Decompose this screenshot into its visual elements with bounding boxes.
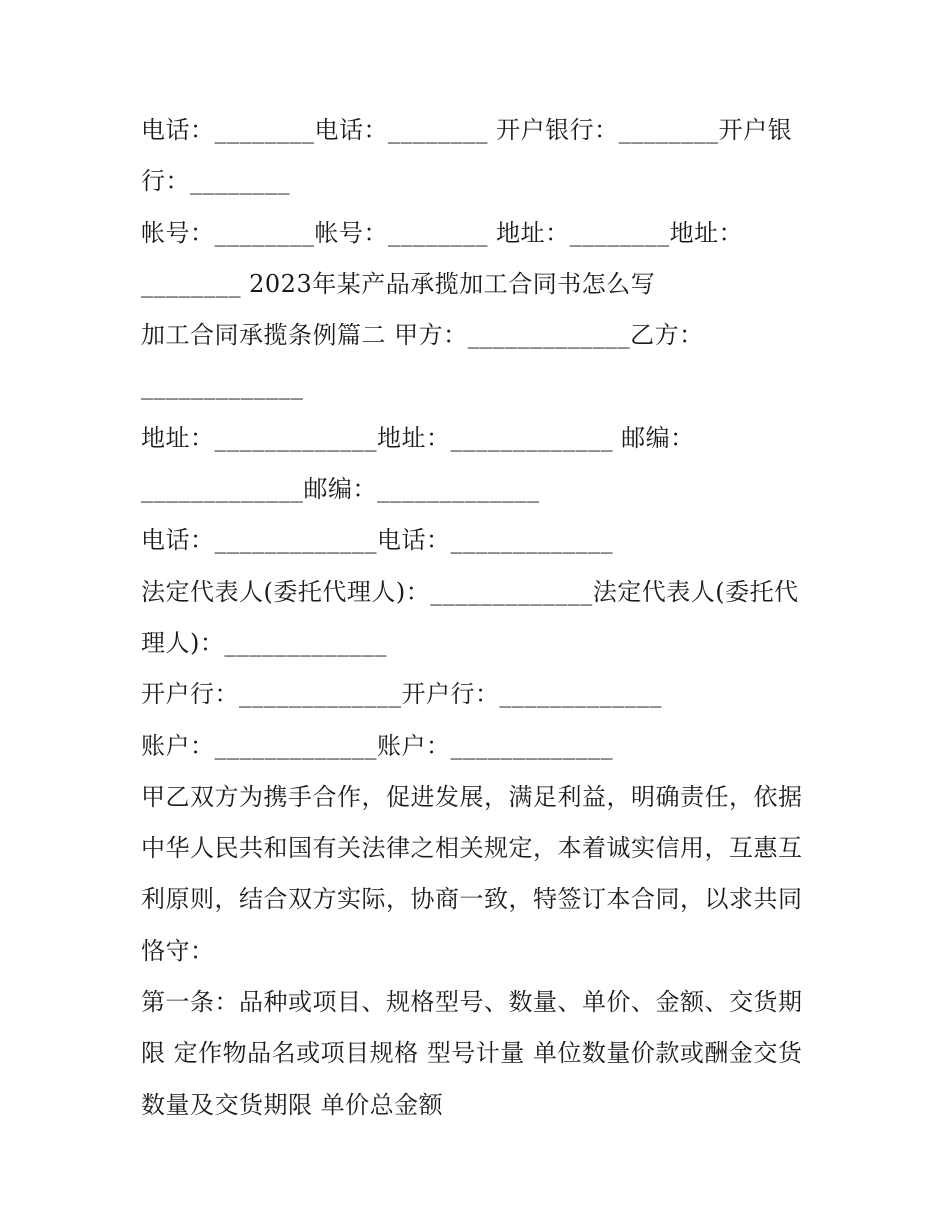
paragraph-line: 恪守： bbox=[141, 936, 215, 965]
section-title-line: 加工合同承揽条例篇二 甲方：_____________乙方： bbox=[141, 321, 704, 350]
clause-line: 限 定作物品名或项目规格 型号计量 单位数量价款或酬金交货 bbox=[141, 1039, 803, 1068]
paragraph-line: 甲乙双方为携手合作，促进发展，满足利益，明确责任，依据 bbox=[141, 782, 803, 811]
text-line: 行：________ bbox=[141, 167, 290, 196]
document-heading-line: ________ 2023年某产品承揽加工合同书怎么写 bbox=[141, 269, 656, 298]
text-line: _____________ bbox=[141, 372, 304, 401]
contract-text bbox=[141, 108, 821, 1134]
paragraph-line: 中华人民共和国有关法律之相关规定，本着诚实信用，互惠互 bbox=[141, 834, 803, 863]
clause-line: 第一条：品种或项目、规格型号、数量、单价、金额、交货期 bbox=[141, 988, 803, 1017]
text-line: 帐号：________帐号：________ 地址：________地址： bbox=[141, 218, 744, 247]
paragraph-line: 利原则，结合双方实际，协商一致，特签订本合同，以求共同 bbox=[141, 885, 803, 914]
text-line: _____________邮编：_____________ bbox=[141, 475, 540, 504]
text-line: 电话：________电话：________ 开户银行：________开户银 bbox=[141, 116, 793, 144]
text-line: 理人)：_____________ bbox=[141, 628, 387, 657]
text-line: 法定代表人(委托代理人)：_____________法定代表人(委托代 bbox=[141, 577, 799, 606]
text-line: 电话：_____________电话：_____________ bbox=[141, 526, 613, 555]
text-line: 开户行：_____________开户行：_____________ bbox=[141, 680, 662, 709]
text-line: 账户：_____________账户：_____________ bbox=[141, 731, 613, 760]
clause-line: 数量及交货期限 单价总金额 bbox=[141, 1090, 444, 1119]
text-line: 地址：_____________地址：_____________ 邮编： bbox=[141, 423, 695, 452]
